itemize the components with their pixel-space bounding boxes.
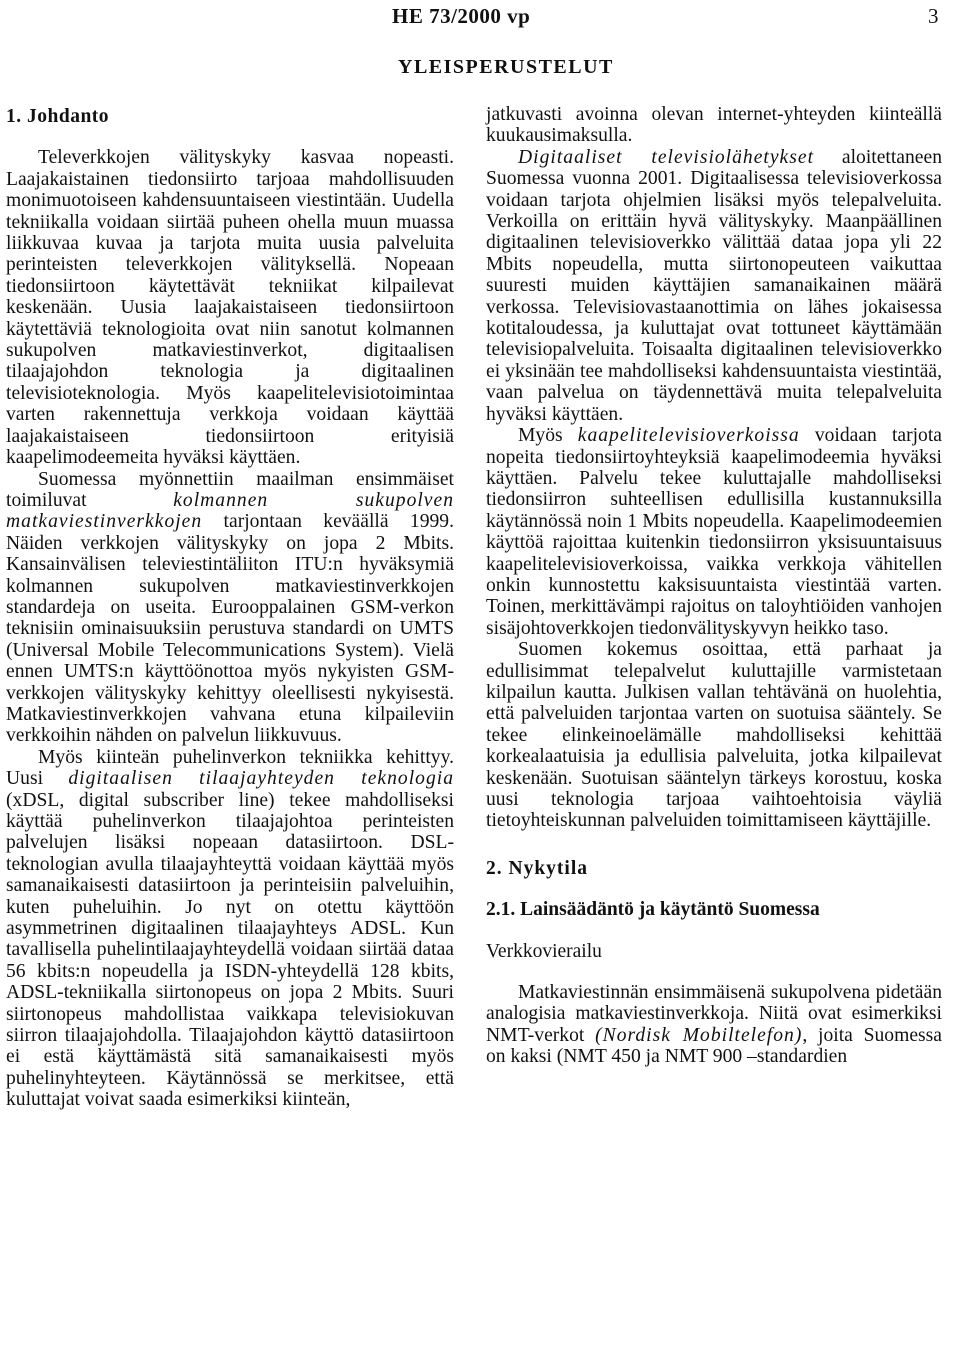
heading-introduction: 1. Johdanto (6, 106, 110, 127)
document-id: HE 73/2000 vp (392, 4, 531, 28)
paragraph: jatkuvasti avoinna olevan internet-yhteyden kiinteällä kuukausimaksulla. (486, 104, 942, 147)
paragraph: Suomessa myönnettiin maailman ensimmäiset toimiluvat kolmannen sukupolven matkaviestinverkkojen tarjontaan keväällä 1999. Näiden verkkojen välityskyky on jopa 2 Mbits. Kansainvälisen televiestintäliiton ITU:n hyväksymiä kolmannen sukupolven matkaviestinverkkojen standardeja on useita. Eurooppalainen GSM-verkon teknisiin ominaisuuksiin perustuva standardi on UMTS (Universal Mobile Telecommunications System). Vielä ennen UMTS:n käyttöönottoa myös nykyisten GSM-verkkojen välityskyky kehittyy oleellisesti nykyisestä. Matkaviestinverkkojen vahvana etuna kilpaileviin verkkoihin nähden on palvelun liikkuvuus. (6, 468, 454, 747)
subheading-roaming: Verkkovierailu (486, 940, 602, 962)
left-column (6, 104, 454, 1111)
heading-legislation: 2.1. Lainsäädäntö ja käytäntö Suomessa (486, 899, 820, 921)
emphasis: kolmannen sukupolven matkaviestinverkkojen (6, 489, 454, 533)
paragraph: Televerkkojen välityskyky kasvaa nopeasti. Laajakaistainen tiedonsiirto tarjoaa mahdollisuuden monimuotoiseen kahdensuuntaiseen viestintään. Uudella tekniikalla voidaan siirtää puheen ohella muun muassa liikkuvaa kuvaa ja tarjota muita uusia palveluita perinteisten televerkkojen välityksellä. Nopeaan tiedonsiirtoon käytettävät tekniikat kilpailevat keskenään. Uusia laajakaistaiseen tiedonsiirtoon käytettäviä teknologioita ovat niin sanotut kolmannen sukupolven matkaviestinverkot, digitaalisen tilaajajohdon teknologia ja digitaalinen televisioteknologia. Myös kaapelitelevisiotoimintaa varten rakennettuja verkkoja voidaan käyttää laajakaistaiseen tiedonsiirtoon erityisiä kaapelimodeemeita hyväksi käyttäen. (6, 147, 454, 469)
page-header (0, 4, 960, 28)
emphasis: (Nordisk Mobiltelefon) (595, 1024, 803, 1046)
page-number: 3 (928, 4, 939, 28)
emphasis: Digitaaliset televisiolähetykset (518, 146, 815, 168)
paragraph: Suomen kokemus osoittaa, että parhaat ja edullisimmat telepalvelut kuluttajille varmistetaan kilpailun kautta. Julkisen vallan tehtävänä on huolehtia, että palveluiden tarjontaa varten on suotuisa sääntely. Se tekee elinkeinoelämälle mahdolliseksi kehittää korkealaatuisia ja edullisia palveluita, jotka kilpailevat keskenään. Suotuisan sääntelyn tärkeys korostuu, koska uusi teknologia tarjoaa vaihtoehtoisia väyliä tietoyhteiskunnan palveluiden toimittamiseen käyttäjille. (486, 639, 942, 832)
paragraph: Matkaviestinnän ensimmäisenä sukupolvena pidetään analogisia matkaviestinverkkoja. Niitä ovat esimerkiksi NMT-verkot (Nordisk Mobiltelefon), joita Suomessa on kaksi (NMT 450 ja NMT 900 –standardien (486, 982, 942, 1068)
right-column (486, 104, 942, 1068)
emphasis: kaapelitelevisioverkoissa (577, 425, 800, 447)
paragraph: Myös kaapelitelevisioverkoissa voidaan tarjota nopeita tiedonsiirtoyhteyksiä kaapelimodeemia hyväksi käyttäen. Palvelu tekee kuluttajalle mahdolliseksi tiedonsiirron suhteellisen edullisilla kustannuksilla käytännössä noin 1 Mbits nopeudella. Kaapelimodeemien käyttöä rajoittaa kuitenkin tiedonsiirron yksisuuntaisuus kaapelitelevisioverkoissa, vaikka verkkoja vähitellen onkin kunnostettu kaksisuuntaista viestintää varten. Toinen, merkittävämpi rajoitus on taloyhtiöiden vanhojen sisäjohtoverkkojen tiedonvälityskyvyn heikko taso. (486, 425, 942, 639)
paragraph: Digitaaliset televisiolähetykset aloitettaneen Suomessa vuonna 2001. Digitaalisessa televisioverkossa voidaan tarjota ohjelmien lisäksi myös telepalveluita. Verkoilla on erittäin hyvä välityskyky. Maanpäällinen digitaalinen televisioverkko välittää dataa jopa yli 22 Mbits nopeudella, mutta siirtonopeuteen vaikuttaa suuresti muiden käyttäjien samanaikainen määrä verkossa. Televisiovastaanottimia on lähes jokaisessa kotitaloudessa, ja kuluttajat ovat tottuneet käyttämään televisiopalveluita. Toisaalta digitaalinen televisioverkko ei yksinään tee mahdolliseksi kahdensuuntaista viestintää, vaan palvelua on täydennettävä muita telepalveluita hyväksi käyttäen. (486, 146, 942, 425)
emphasis: digitaalisen tilaajayhteyden teknologia (68, 768, 454, 790)
section-title: YLEISPERUSTELUT (398, 56, 614, 78)
paragraph: Myös kiinteän puhelinverkon tekniikka kehittyy. Uusi digitaalisen tilaajayhteyden teknologia (xDSL, digital subscriber line) tekee mahdolliseksi käyttää puhelinverkon tilaajajohtoa perinteisten palvelujen lisäksi nopeaan datasiirtoon. DSL-teknologian avulla tilaajayhteyttä voidaan käyttää myös samanaikaisesti datasiirtoon ja perinteisiin palveluihin, kuten puheluihin. Jo nyt on otettu käyttöön asymmetrinen digitaalinen tilaajayhteys ADSL. Kun tavallisella puhelintilaajayhteydellä voidaan siirtää dataa 56 kbits:n nopeudella ja ISDN-yhteydellä 128 kbits, ADSL-tekniikalla siirtonopeus on jopa 2 Mbits. Suuri siirtonopeus mahdollistaa vaikkapa televisiokuvan siirron tilaajajohdolla. Tilaajajohdon käyttö datasiirtoon ei estä käyttämästä sitä samanaikaisesti myös puhelinyhteyteen. Käytännössä se merkitsee, että kuluttajat voivat saada esimerkiksi kiinteän, (6, 746, 454, 1111)
heading-current-state: 2. Nykytila (486, 857, 589, 879)
